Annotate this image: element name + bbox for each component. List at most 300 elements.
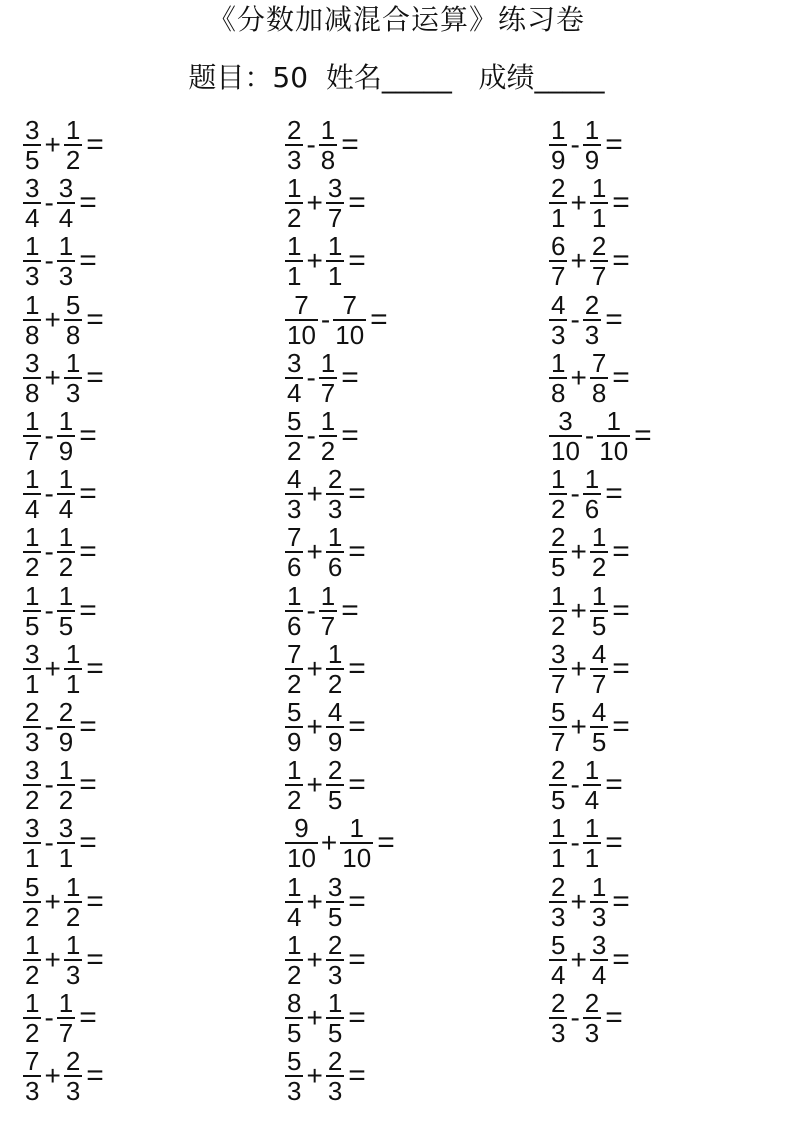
first-fraction: [22, 522, 42, 583]
numerator: 1: [349, 813, 364, 844]
numerator: 1: [287, 871, 302, 902]
denominator: 5: [327, 785, 343, 816]
equals-sign: =: [86, 651, 104, 685]
problem-item: [22, 1047, 104, 1105]
equals-sign: =: [341, 360, 359, 394]
problem-item: [548, 756, 652, 814]
numerator: 5: [287, 696, 302, 727]
second-fraction: [318, 406, 338, 467]
denominator: 5: [327, 1017, 343, 1048]
denominator: 5: [327, 901, 343, 932]
first-fraction: [548, 464, 568, 525]
second-fraction: [63, 1046, 83, 1107]
worksheet-title: 《分数加减混合运算》练习卷: [207, 3, 585, 36]
numerator: 3: [551, 638, 566, 669]
numerator: 1: [327, 522, 343, 553]
equals-sign: =: [348, 651, 366, 685]
worksheet-subtitle: 题目：50 姓名_____ 成绩_____: [188, 61, 605, 94]
numerator: 1: [551, 115, 566, 146]
denominator: 3: [65, 1076, 81, 1107]
second-fraction: [325, 522, 345, 583]
numerator: 1: [25, 289, 40, 320]
equals-sign: =: [79, 826, 97, 860]
first-fraction: [548, 987, 568, 1048]
operator-sign: +: [306, 1001, 323, 1033]
operator-sign: +: [306, 1060, 323, 1092]
denominator: 2: [287, 668, 302, 699]
operator-sign: -: [44, 710, 54, 742]
denominator: 2: [287, 785, 302, 816]
denominator: 4: [58, 494, 74, 525]
numerator: 3: [25, 347, 40, 378]
numerator: 2: [327, 464, 343, 495]
numerator: 1: [320, 347, 336, 378]
numerator: 1: [591, 173, 607, 204]
denominator: 3: [584, 319, 600, 350]
second-fraction: [582, 115, 602, 176]
numerator: 3: [327, 173, 343, 204]
denominator: 9: [58, 726, 74, 757]
problem-item: [284, 931, 395, 989]
equals-sign: =: [348, 186, 366, 220]
second-fraction: [589, 871, 609, 932]
first-fraction: [22, 406, 42, 467]
denominator: 2: [591, 552, 607, 583]
second-fraction: [582, 755, 602, 816]
numerator: 5: [551, 929, 566, 960]
second-fraction: [318, 580, 338, 641]
numerator: 3: [25, 173, 40, 204]
operator-sign: -: [44, 420, 54, 452]
denominator: 3: [551, 1017, 566, 1048]
first-fraction: [22, 464, 42, 525]
numerator: 2: [327, 755, 343, 786]
operator-sign: +: [306, 652, 323, 684]
numerator: 1: [584, 755, 600, 786]
first-fraction: [548, 173, 568, 234]
denominator: 5: [287, 1017, 302, 1048]
denominator: 10: [287, 319, 316, 350]
second-fraction: [56, 580, 76, 641]
second-fraction: [325, 987, 345, 1048]
second-fraction: [325, 173, 345, 234]
second-fraction: [332, 289, 367, 350]
numerator: 2: [58, 696, 74, 727]
equals-sign: =: [377, 826, 395, 860]
denominator: 4: [25, 203, 40, 234]
equals-sign: =: [605, 477, 623, 511]
equals-sign: =: [612, 535, 630, 569]
numerator: 1: [25, 522, 40, 553]
problem-item: [548, 931, 652, 989]
denominator: 3: [58, 261, 74, 292]
numerator: 1: [58, 580, 74, 611]
operator-sign: +: [570, 710, 587, 742]
equals-sign: =: [86, 1059, 104, 1093]
numerator: 1: [591, 871, 607, 902]
second-fraction: [339, 813, 374, 874]
second-fraction: [325, 871, 345, 932]
problem-item: [284, 582, 395, 640]
equals-sign: =: [348, 1059, 366, 1093]
numerator: 5: [65, 289, 81, 320]
problem-item: [548, 116, 652, 174]
second-fraction: [582, 289, 602, 350]
numerator: 1: [58, 522, 74, 553]
denominator: 2: [551, 610, 566, 641]
first-fraction: [22, 289, 42, 350]
equals-sign: =: [370, 302, 388, 336]
numerator: 1: [584, 813, 600, 844]
first-fraction: [22, 755, 42, 816]
numerator: 1: [58, 464, 74, 495]
operator-sign: -: [44, 827, 54, 859]
denominator: 2: [65, 901, 81, 932]
first-fraction: [284, 231, 304, 292]
numerator: 4: [591, 696, 607, 727]
equals-sign: =: [348, 768, 366, 802]
numerator: 7: [25, 1046, 40, 1077]
operator-sign: +: [320, 827, 338, 859]
first-fraction: [22, 871, 42, 932]
denominator: 7: [591, 668, 607, 699]
denominator: 2: [551, 494, 566, 525]
second-fraction: [63, 929, 83, 990]
denominator: 9: [584, 145, 600, 176]
denominator: 1: [551, 203, 566, 234]
first-fraction: [284, 871, 304, 932]
denominator: 5: [25, 610, 40, 641]
problem-item: [284, 1047, 395, 1105]
operator-sign: +: [44, 943, 61, 975]
operator-sign: +: [44, 129, 61, 161]
equals-sign: =: [612, 651, 630, 685]
denominator: 1: [551, 843, 566, 874]
numerator: 1: [551, 580, 566, 611]
problem-item: [284, 232, 395, 290]
problem-item: [22, 872, 104, 930]
problem-item: [548, 989, 652, 1047]
denominator: 8: [320, 145, 336, 176]
operator-sign: +: [306, 769, 323, 801]
equals-sign: =: [79, 419, 97, 453]
problem-item: [284, 116, 395, 174]
first-fraction: [548, 580, 568, 641]
problem-item: [22, 582, 104, 640]
second-fraction: [63, 871, 83, 932]
denominator: 1: [591, 203, 607, 234]
first-fraction: [548, 755, 568, 816]
problem-item: [284, 698, 395, 756]
first-fraction: [284, 406, 304, 467]
first-fraction: [284, 638, 304, 699]
numerator: 5: [287, 406, 302, 437]
numerator: 1: [58, 231, 74, 262]
denominator: 10: [335, 319, 365, 350]
second-fraction: [63, 289, 83, 350]
denominator: 8: [591, 377, 607, 408]
operator-sign: +: [306, 478, 323, 510]
second-fraction: [56, 696, 76, 757]
denominator: 1: [327, 261, 343, 292]
second-fraction: [325, 696, 345, 757]
denominator: 5: [58, 610, 74, 641]
denominator: 8: [65, 319, 81, 350]
first-fraction: [284, 289, 319, 350]
equals-sign: =: [79, 593, 97, 627]
numerator: 1: [327, 231, 343, 262]
problem-item: [548, 232, 652, 290]
denominator: 5: [551, 552, 566, 583]
operator-sign: -: [570, 129, 580, 161]
problem-item: [548, 814, 652, 872]
numerator: 1: [25, 231, 40, 262]
problem-item: [548, 291, 652, 349]
denominator: 7: [551, 726, 566, 757]
denominator: 4: [25, 494, 40, 525]
numerator: 1: [58, 406, 74, 437]
denominator: 2: [327, 668, 343, 699]
first-fraction: [284, 347, 304, 408]
numerator: 1: [65, 638, 81, 669]
first-fraction: [548, 638, 568, 699]
first-fraction: [284, 173, 304, 234]
numerator: 1: [584, 464, 600, 495]
operator-sign: -: [306, 129, 316, 161]
problem-item: [548, 174, 652, 232]
problem-item: [22, 349, 104, 407]
problem-item: [22, 989, 104, 1047]
second-fraction: [56, 231, 76, 292]
first-fraction: [284, 580, 304, 641]
operator-sign: -: [44, 245, 54, 277]
denominator: 5: [551, 785, 566, 816]
operator-sign: -: [320, 303, 331, 335]
numerator: 4: [327, 696, 343, 727]
operator-sign: -: [44, 1001, 54, 1033]
numerator: 1: [591, 580, 607, 611]
denominator: 5: [591, 726, 607, 757]
problem-item: [22, 931, 104, 989]
numerator: 1: [320, 406, 336, 437]
second-fraction: [325, 929, 345, 990]
equals-sign: =: [348, 244, 366, 278]
equals-sign: =: [348, 709, 366, 743]
problem-item: [22, 465, 104, 523]
denominator: 8: [551, 377, 566, 408]
second-fraction: [325, 231, 345, 292]
first-fraction: [284, 115, 304, 176]
numerator: 4: [551, 289, 566, 320]
denominator: 2: [65, 145, 81, 176]
denominator: 1: [287, 261, 302, 292]
operator-sign: +: [306, 885, 323, 917]
denominator: 8: [25, 319, 40, 350]
equals-sign: =: [79, 1000, 97, 1034]
denominator: 3: [25, 261, 40, 292]
denominator: 3: [327, 494, 343, 525]
second-fraction: [582, 813, 602, 874]
numerator: 1: [287, 580, 302, 611]
problem-column-2: [284, 116, 395, 1105]
first-fraction: [284, 929, 304, 990]
equals-sign: =: [348, 477, 366, 511]
first-fraction: [22, 231, 42, 292]
denominator: 3: [551, 901, 566, 932]
second-fraction: [325, 755, 345, 816]
second-fraction: [318, 115, 338, 176]
second-fraction: [63, 347, 83, 408]
second-fraction: [589, 347, 609, 408]
equals-sign: =: [79, 477, 97, 511]
denominator: 3: [327, 959, 343, 990]
first-fraction: [22, 1046, 42, 1107]
denominator: 4: [591, 959, 607, 990]
second-fraction: [56, 464, 76, 525]
equals-sign: =: [612, 244, 630, 278]
denominator: 7: [25, 436, 40, 467]
numerator: 3: [58, 173, 74, 204]
numerator: 1: [25, 929, 40, 960]
first-fraction: [548, 813, 568, 874]
numerator: 2: [584, 987, 600, 1018]
numerator: 1: [65, 929, 81, 960]
denominator: 2: [287, 959, 302, 990]
equals-sign: =: [79, 768, 97, 802]
operator-sign: +: [570, 594, 587, 626]
numerator: 6: [551, 231, 566, 262]
numerator: 2: [287, 115, 302, 146]
operator-sign: +: [570, 652, 587, 684]
numerator: 1: [25, 580, 40, 611]
numerator: 3: [287, 347, 302, 378]
numerator: 1: [65, 347, 81, 378]
second-fraction: [56, 173, 76, 234]
operator-sign: +: [306, 710, 323, 742]
second-fraction: [56, 522, 76, 583]
first-fraction: [548, 406, 583, 467]
equals-sign: =: [86, 302, 104, 336]
denominator: 10: [342, 843, 372, 874]
problem-item: [284, 523, 395, 581]
numerator: 1: [551, 813, 566, 844]
second-fraction: [582, 987, 602, 1048]
denominator: 4: [58, 203, 74, 234]
denominator: 7: [551, 668, 566, 699]
first-fraction: [284, 522, 304, 583]
numerator: 2: [25, 696, 40, 727]
problem-item: [548, 872, 652, 930]
numerator: 4: [287, 464, 302, 495]
equals-sign: =: [612, 709, 630, 743]
numerator: 3: [591, 929, 607, 960]
first-fraction: [284, 813, 319, 874]
first-fraction: [22, 813, 42, 874]
numerator: 1: [606, 406, 621, 437]
numerator: 1: [65, 115, 81, 146]
equals-sign: =: [605, 302, 623, 336]
problem-item: [284, 291, 395, 349]
numerator: 1: [584, 115, 600, 146]
numerator: 1: [25, 406, 40, 437]
problem-item: [548, 582, 652, 640]
numerator: 1: [58, 755, 74, 786]
denominator: 7: [591, 261, 607, 292]
equals-sign: =: [605, 768, 623, 802]
numerator: 1: [591, 522, 607, 553]
second-fraction: [589, 580, 609, 641]
numerator: 1: [327, 987, 343, 1018]
problem-item: [284, 174, 395, 232]
operator-sign: -: [570, 827, 580, 859]
equals-sign: =: [348, 942, 366, 976]
numerator: 7: [287, 522, 302, 553]
operator-sign: +: [44, 652, 61, 684]
operator-sign: +: [570, 187, 587, 219]
second-fraction: [63, 115, 83, 176]
problem-item: [548, 407, 652, 465]
denominator: 3: [551, 319, 566, 350]
problem-column-1: [22, 116, 104, 1105]
first-fraction: [22, 115, 42, 176]
numerator: 1: [287, 231, 302, 262]
denominator: 3: [65, 959, 81, 990]
problem-item: [548, 698, 652, 756]
numerator: 2: [65, 1046, 81, 1077]
denominator: 3: [287, 494, 302, 525]
problem-item: [284, 814, 395, 872]
numerator: 2: [551, 871, 566, 902]
problem-item: [284, 349, 395, 407]
denominator: 7: [327, 203, 343, 234]
denominator: 5: [591, 610, 607, 641]
equals-sign: =: [86, 942, 104, 976]
numerator: 7: [294, 289, 309, 320]
denominator: 9: [287, 726, 302, 757]
numerator: 7: [287, 638, 302, 669]
second-fraction: [318, 347, 338, 408]
denominator: 10: [287, 843, 316, 874]
second-fraction: [56, 755, 76, 816]
denominator: 6: [287, 610, 302, 641]
operator-sign: +: [44, 303, 61, 335]
first-fraction: [284, 1046, 304, 1107]
equals-sign: =: [348, 884, 366, 918]
denominator: 6: [287, 552, 302, 583]
second-fraction: [589, 929, 609, 990]
first-fraction: [22, 580, 42, 641]
first-fraction: [22, 347, 42, 408]
denominator: 3: [25, 726, 40, 757]
denominator: 6: [584, 494, 600, 525]
second-fraction: [589, 638, 609, 699]
second-fraction: [56, 406, 76, 467]
denominator: 2: [25, 959, 40, 990]
numerator: 2: [327, 929, 343, 960]
problem-item: [284, 407, 395, 465]
numerator: 1: [551, 464, 566, 495]
equals-sign: =: [86, 128, 104, 162]
denominator: 5: [25, 145, 40, 176]
problem-item: [22, 756, 104, 814]
operator-sign: -: [570, 769, 580, 801]
numerator: 1: [58, 987, 74, 1018]
numerator: 5: [551, 696, 566, 727]
equals-sign: =: [605, 826, 623, 860]
second-fraction: [596, 406, 631, 467]
equals-sign: =: [612, 186, 630, 220]
equals-sign: =: [605, 1000, 623, 1034]
